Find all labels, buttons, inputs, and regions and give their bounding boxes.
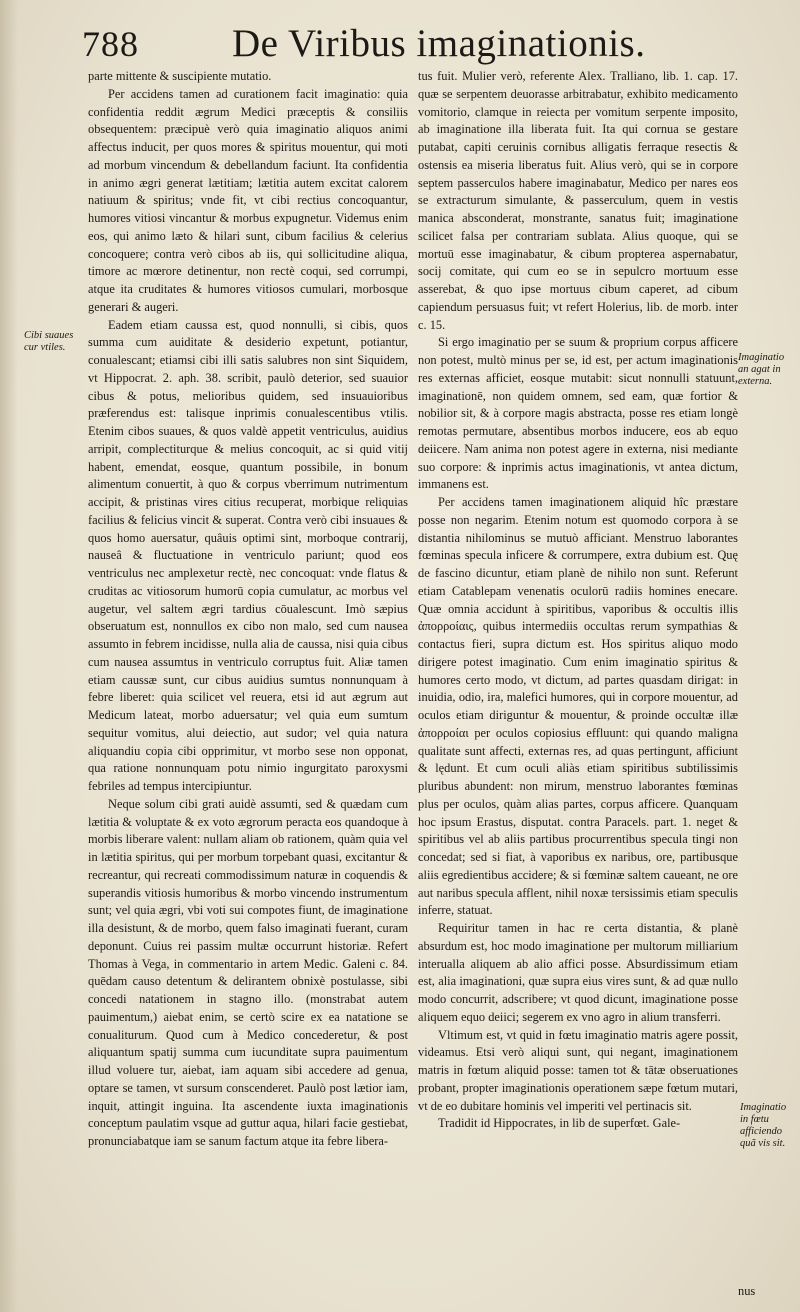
paragraph: Tradidit id Hippocrates, in lib de superfœt. Gale- [438, 1116, 681, 1131]
paragraph: Per accidens tamen ad curationem facit imaginatio: quia confidentia reddit ægrum Medici præceptis & consiliis obsequentem: præcipuè verò quia imaginatio aliquos animi affectus inducit, per quos mores & spiritus mouentur, qui moti ad morbum vincendum & debellandum faciunt. Ita confidentia in animo ægri generat lætitiam; lætitia autem excitat calorem natiuum & spiritus; vnde fit, vt cibi rectius concoquantur, humores vitiosi vincantur & morbus expugnetur. Videmus enim eos, qui animo læto & hilari sunt, cibum facilius & celerius concoquere; contra verò cibos ab iis, qui sollicitudine aliqua, timore ac mœrore detinentur, non rectè coqui, sed corrumpi, atque ita cruditates & humores vitiosos cumulari, morbosque generari & augeri. [88, 86, 408, 314]
catchword: nus [738, 1284, 756, 1298]
running-title: De Viribus imaginationis. [232, 22, 646, 65]
paragraph: Vltimum est, vt quid in fœtu imaginatio matris agere possit, videamus. Etsi verò aliqui sunt, qui negant, imaginationem matris in fœtum aliquid posse: tamen tot & tātæ obseruationes probant, propter imaginationis operationem sæpe fœtum mutari, vt de eo dubitare hominis vel imperiti vel pertinacis sit. [418, 1027, 738, 1113]
left-text-column [88, 68, 408, 1151]
right-text-column [418, 68, 738, 1133]
margin-note-right-2: Imaginatio in fœtu afficiendo quã vis sit. [740, 1102, 787, 1149]
margin-note-left: Cibi suaues cur vtiles. [24, 330, 74, 353]
paragraph: Per accidens tamen imaginationem aliquid hîc præstare posse non negarim. Etenim notum est quomodo corpora à se distantia nihilominus se mutuò afficiant. Menstruo laborantes fœminas specula inficere & corrumpere, extra dubium est. Quę de fascino dicuntur, etiam planè de nihilo non sunt. Referunt etiam Catablepam venenatis oculorū radiis homines enecare. Quæ omnia accidunt à spiritibus, vaporibus & occultis illis ἀπορροίαις, quibus intermediis occultas rerum sympathias & contactus fieri, supra dictum est. Hos spiritus aliquo modo dirigere potest imaginatio. Cum enim imaginatio spiritus & humores certo modo, vt dictum, ad partes quasdam dirigat: in inuidia, odio, ira, malefici humores, qui in corpore mouentur, ad oculos etiam diriguntur & mouentur, & proinde occultæ illæ ἀπορροίαι per oculos copiosius effluunt: qui quando maligna qualitate sunt affecti, externas res, ad quas pertingunt, afficiunt & lędunt. Et cum oculi aliàs etiam spiritibus subtilissimis pluribus abundent: non mirum, menstruo laborantes fœminas plus per oculos, quàm alias partes, corpus afficere. Quanquam hoc ipsum Erastus, disputat. contra Paracels. part. 1. neget & spiritibus vel ab aliis partibus procurrentibus specula tingi non concedat; sed si fiat, à vaporibus ex naribus, ore, partibusque aliis egredientibus accidere; & si fœminæ saltem caueant, ne ore aut naribus specula afflent, nihil noxæ tersissimis etiam speculis inferre, statuat. [418, 495, 738, 918]
paragraph: Eadem etiam caussa est, quod nonnulli, si cibis, quos summa cum auiditate & desiderio expetunt, potiantur, conualescant; etiamsi cibi illi satis salubres non sint Siquidem, vt Hippocrat. 2. aph. 38. scribit, paulò deterior, sed suauior cibus & potus, melioribus quidem, sed insuauioribus præferendus est: talisque inprimis conualescentibus vtilis. Etenim cibos suaues, & quos valdè appetit ventriculus, auidius arripit, complectiturque & melius concoquit, ac si quid vitij habent, emendat, eosque, quantum possibile, in bonum alimentum conuertit, à quo & corpus vberrimum nutrimentum accipit, & pristinas vires citius recuperat, morbique reliquias facilius & felicius vincit & superat. Contra verò cibi insuaues & quos homo auersatur, quâuis optimi sint, morboque contrarij, nauseâ & fluctuatione in ventriculo pariunt; quod eos ventriculus nec amplexetur rectè, nec concoquat: vnde flatus & cruditas ac vitiosorum humorū copia cumulatur, ac morbus vel augetur, vel saltem ægri tardius cōualescunt. Imò sæpius obseruatum est, nonnullos ex cibo non malo, sed cum nausea assumto in febrem incidisse, nulla alia de caussa, nisi quia cibus cum nausea assumtus in ventriculo corruptus fuit. Aliæ tamen etiam caussæ sunt, cur cibus auidius sumtus nonnunquam à febre liberet: quia scilicet vel reuera, etsi id aut ægrum aut Medicum lateat, morbo aduersatur; vel quia eum sumtum sequitur vomitus, alui deiectio, aut sudor; vel quia natura aliquandiu copia cibi opprimitur, vt morbo sese non opponat, qua ratione nonnunquam potu nimio ingurgitato paroxysmi febriles ad tempus intercipiuntur. [88, 317, 408, 793]
paragraph: Si ergo imaginatio per se suum & proprium corpus afficere non potest, multò minus per se, id est, per actum imaginationis res externas afficiet, eosque mutabit: sicut nonnulli statuunt, imaginationē, non quidem omnem, sed eam, quæ fortior & nobilior sit, & à corpore magis abstracta, posse res etiam longè remotas permutare, absentibus morbos inducere, eos ab equo deiicere. Nam anima non potest agere in externa, nisi mediante suo corpore: & inprimis actus imaginationis, vt antea dictum, immanens est. [418, 335, 738, 492]
paragraph: parte mittente & suscipiente mutatio. [88, 69, 272, 83]
paragraph: tus fuit. Mulier verò, referente Alex. Tralliano, lib. 1. cap. 17. quæ se serpentem deuorasse arbitrabatur, exhibito medicamento vomitorio, clamque in reiecta per vomitum serpente imposito, ab imaginatione illa liberata fuit. Ita qui cornua se gestare putabat, capiti ceruinis cornibus alligatis ferraque resectis & ostensis ea miseria liberatus fuit. Alius verò, qui se in corpore septem passerculos habere imaginabatur, Medico per nares eos se extracturum simulante, & passerculum, quem in vestis manica absconderat, monstrante, sanatus fuit; imaginatione scilicet falsa per contrariam sublata. Alius quoque, qui se mortuū esse imaginabatur, & cibum propterea aspernabatur, socij comitate, qui cum eo se in sepulcro mortuum esse asserebat, & quo ipse mortuus cibum caperet, ad cibum capiendum persuasus fuit; vt refert Holerius, lib. de morb. inter c. 15. [418, 69, 738, 332]
page-gutter-shadow [0, 0, 18, 1312]
paragraph: Requiritur tamen in hac re certa distantia, & planè absurdum est, hoc modo imaginatione per multorum milliarium interualla aliquem ab alio affici posse. Absurdissimum etiam est, alia imaginationi, quæ supra eius vires sunt, & ad quæ nullo modo concurrit, adscribere; vt quod dicunt, imaginatione posse aliquem equo deiici; segerem ex vno agro in alium transferri. [418, 921, 738, 1024]
margin-note-right-1: Imaginatio an agat in externa. [738, 352, 785, 387]
paragraph: Neque solum cibi grati auidè assumti, sed & quædam cum lætitia & voluptate & ex voto ægrorum peracta eos quandoque à morbis liberare valent: nullam aliam ob rationem, quàm quia vel in lætitia spiritus, qui per morbum torpebant quasi, excitantur & recreantur, qui recreati commodissimum naturæ in coquendis & superandis vitiosis humoribus & morbo vincendo instrumentum sunt; vel quia ægri, vbi voti sui compotes fiunt, de imaginatione illa desistunt, & de morbo, quem falso imaginati fuerant, curam deponunt. Cuius rei passim multæ occurrunt historiæ. Refert Thomas à Vega, in commentario in artem Medic. Galeni c. 84. quēdam causo detentum & delirantem obnixè postulasse, sibi concedi natationem in stagno illo. (monstrabat autem pauimentum,) aiebat enim, se certò scire ex ea natatione se conualiturum. Quod cum à Medico concederetur, & post aliquantum spatij summa cum iucunditate supra pauimentum illud voluere tur, aiebat, iam aquam sibi accedere ad genua, optare se tamen, vt sursum conscenderet. Paulò post lætior iam, inquit, attingit inguina. Ita ascendente iuxta imaginationis conceptum paulatim vsque ad guttur aqua, hilari facie gestiebat, pronunciabatque iam se sanum factum atque ita febre libera- [88, 796, 408, 1148]
page-header [82, 22, 782, 70]
page-number: 788 [82, 24, 139, 64]
